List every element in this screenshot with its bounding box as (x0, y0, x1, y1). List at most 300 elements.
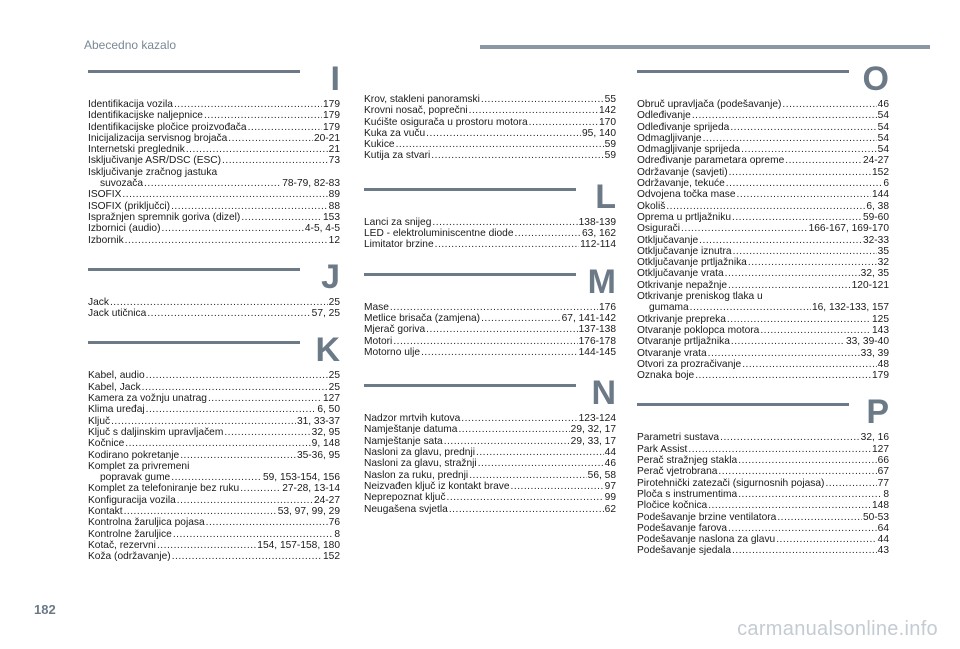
entry-name: Krov, stakleni panoramski (364, 94, 480, 105)
entry-pages: 179 (323, 110, 340, 122)
index-entry[interactable] (364, 504, 616, 515)
index-entry[interactable] (88, 427, 340, 438)
dot-leader (124, 506, 277, 517)
index-entry[interactable] (637, 444, 889, 455)
index-entry[interactable] (88, 155, 340, 166)
entry-pages: 176-178 (578, 335, 616, 347)
dot-leader (125, 235, 328, 246)
dot-leader (393, 336, 577, 347)
index-section-m (364, 262, 616, 358)
entry-name: Otvaranje vrata (637, 347, 707, 359)
entry-name: Određivanje parametara opreme (637, 155, 785, 167)
index-entry[interactable] (88, 461, 340, 472)
entry-name: Krovni nosač, poprečni (364, 105, 468, 117)
entry-name: Namještanje sata (364, 435, 443, 447)
index-entry[interactable] (637, 455, 889, 466)
entry-name: Otključavanje iznutra (637, 245, 732, 257)
entry-pages: 166-167, 169-170 (808, 223, 889, 235)
entry-pages: 44 (877, 534, 889, 546)
dot-leader (732, 545, 877, 556)
entry-name: Koža (održavanje) (88, 551, 171, 563)
index-entry[interactable] (364, 424, 616, 435)
index-entry[interactable] (88, 393, 340, 404)
section-divider (637, 70, 849, 73)
entry-name: Oprema u prtljažniku (637, 211, 731, 223)
dot-leader (699, 235, 862, 246)
index-entry[interactable] (637, 534, 889, 545)
section-divider (637, 403, 849, 406)
index-column-1 (88, 60, 340, 563)
entry-pages: 153 (323, 211, 340, 223)
entry-pages: 63, 162 (582, 228, 616, 240)
index-entry[interactable] (88, 212, 340, 223)
dot-leader (171, 472, 262, 483)
index-entry[interactable] (637, 268, 889, 279)
dot-leader (511, 481, 604, 492)
dot-leader (730, 122, 876, 133)
section-letter: K (315, 331, 340, 370)
index-entry[interactable] (637, 167, 889, 178)
dot-leader (435, 239, 579, 250)
entry-name: Jack (88, 296, 109, 308)
index-section-o (637, 60, 889, 382)
entry-pages: 56, 58 (587, 469, 616, 481)
entry-pages: 54 (877, 132, 889, 144)
entry-name: Kotač, rezervni (88, 539, 156, 551)
entry-pages: 35-36, 95 (296, 449, 340, 461)
entry-pages: 88 (328, 200, 340, 212)
entry-name: Podešavanje brzine ventilatora (637, 511, 777, 523)
dot-leader (206, 517, 328, 528)
index-entry[interactable] (364, 94, 616, 105)
entry-pages: 73 (328, 155, 340, 167)
index-entry[interactable] (88, 110, 340, 121)
entry-name: Odleđivanje sprijeda (637, 121, 730, 133)
index-entry[interactable] (637, 280, 889, 291)
index-entry[interactable] (88, 450, 340, 461)
dot-leader (426, 324, 577, 335)
entry-pages: 125 (872, 313, 889, 325)
index-entry[interactable] (637, 144, 889, 155)
entry-name: Neizvađen ključ iz kontakt brave (364, 480, 510, 492)
entry-pages: 77 (877, 477, 889, 489)
entry-pages: 8 (883, 488, 889, 500)
entry-name: Konfiguracija vozila (88, 494, 176, 506)
entry-list (88, 370, 340, 562)
index-entry[interactable] (88, 506, 340, 517)
index-entry[interactable] (364, 313, 616, 324)
dot-leader (748, 257, 877, 268)
entry-name: Nadzor mrtvih kutova (364, 413, 461, 425)
entry-name: Jack utičnica (88, 308, 147, 320)
entry-pages: 20-21 (313, 132, 340, 144)
dot-leader (458, 424, 569, 435)
entry-name: ISOFIX (88, 189, 122, 201)
entry-pages: 24-27 (313, 494, 340, 506)
index-entry[interactable] (637, 545, 889, 556)
entry-name: Otključavanje (637, 234, 699, 246)
index-entry[interactable] (364, 128, 616, 139)
entry-pages: 152 (872, 166, 889, 178)
dot-leader (718, 466, 876, 477)
index-entry[interactable] (364, 447, 616, 458)
section-heading (637, 60, 889, 108)
dot-leader (469, 105, 598, 116)
entry-name: Kuka za vuču (364, 127, 426, 139)
entry-pages: 33, 39 (860, 347, 889, 359)
index-section-n (364, 374, 616, 515)
index-entry[interactable] (364, 324, 616, 335)
index-entry[interactable] (88, 201, 340, 212)
dot-leader (785, 155, 862, 166)
entry-name: Otvaranje poklopca motora (637, 324, 760, 336)
entry-pages: 144-145 (578, 346, 616, 358)
index-entry[interactable] (88, 382, 340, 393)
entry-name: Izbornik (88, 234, 124, 246)
entry-pages: 148 (872, 500, 889, 512)
entry-name: Motorno ulje (364, 346, 421, 358)
dot-leader (228, 133, 313, 144)
entry-name: Parametri sustava (637, 432, 720, 444)
section-heading (364, 177, 616, 226)
header-bar (480, 45, 930, 49)
index-entry[interactable] (637, 336, 889, 347)
entry-name: Ključ (88, 415, 111, 427)
entry-pages: 4-5, 4-5 (304, 223, 340, 235)
entry-pages: 179 (323, 99, 340, 110)
index-entry[interactable] (637, 291, 889, 302)
index-entry[interactable] (364, 436, 616, 447)
dot-leader (738, 455, 876, 466)
index-entry[interactable] (88, 529, 340, 540)
index-entry[interactable] (364, 336, 616, 347)
index-entry[interactable] (88, 540, 340, 551)
entry-pages: 32, 35 (860, 268, 889, 280)
index-entry[interactable] (637, 348, 889, 359)
entry-name: Ispražnjen spremnik goriva (dizel) (88, 211, 241, 223)
index-entry[interactable] (88, 472, 340, 483)
entry-name: Metlice brisača (zamjena) (364, 312, 481, 324)
index-entry[interactable] (88, 223, 340, 234)
index-entry[interactable] (637, 223, 889, 234)
entry-pages: 21 (328, 144, 340, 156)
entry-name: Odleđivanje (637, 110, 691, 122)
index-entry[interactable] (637, 314, 889, 325)
index-entry[interactable] (637, 122, 889, 133)
index-entry[interactable] (88, 189, 340, 200)
dot-leader (173, 529, 334, 540)
entry-pages: 138-139 (578, 216, 616, 228)
index-entry[interactable] (637, 370, 889, 381)
index-entry[interactable] (637, 257, 889, 268)
entry-pages: 48 (877, 358, 889, 370)
entry-pages: 123-124 (578, 413, 616, 425)
entry-name: Podešavanje farova (637, 522, 728, 534)
index-entry[interactable] (364, 105, 616, 116)
dot-leader (729, 167, 871, 178)
index-entry[interactable] (88, 133, 340, 144)
index-entry[interactable] (88, 308, 340, 319)
entry-name: Klima uređaj (88, 404, 145, 416)
entry-pages: 32, 16 (860, 432, 889, 444)
index-entry[interactable] (88, 235, 340, 246)
dot-leader (738, 489, 882, 500)
dot-leader (690, 302, 811, 313)
entry-name: Odmagljivanje sprijeda (637, 144, 741, 156)
entry-pages: 9, 148 (311, 438, 340, 450)
entry-name: Otključavanje prtljažnika (637, 257, 747, 269)
index-entry[interactable] (88, 144, 340, 155)
entry-pages: 44 (604, 447, 616, 459)
dot-leader (478, 458, 604, 469)
index-entry[interactable] (637, 178, 889, 189)
index-column-2 (364, 94, 616, 515)
section-divider (364, 273, 576, 276)
entry-name: Kontrolne žaruljice (88, 528, 172, 540)
dot-leader (426, 128, 581, 139)
index-entry[interactable] (637, 133, 889, 144)
entry-name: Park Assist (637, 443, 688, 455)
entry-list (637, 432, 889, 556)
dot-leader (222, 155, 328, 166)
dot-leader (186, 144, 328, 155)
entry-name: Kabel, audio (88, 370, 145, 382)
entry-name: Perač stražnjeg stakla (637, 455, 738, 467)
index-entry[interactable] (637, 235, 889, 246)
entry-pages: 29, 33, 17 (570, 435, 616, 447)
index-entry[interactable] (88, 122, 340, 133)
section-divider (88, 268, 300, 271)
dot-leader (728, 523, 877, 534)
entry-name: Kamera za vožnju unatrag (88, 393, 207, 405)
dot-leader (248, 122, 322, 133)
entry-pages: 32-33 (862, 234, 889, 246)
dot-leader (726, 178, 883, 189)
entry-pages: 25 (328, 370, 340, 382)
dot-leader (125, 438, 310, 449)
index-entry[interactable] (364, 458, 616, 469)
index-entry[interactable] (637, 212, 889, 223)
entry-pages: 50-53 (862, 511, 889, 523)
dot-leader (692, 110, 877, 121)
entry-name: Limitator brzine (364, 239, 434, 251)
index-entry[interactable] (364, 239, 616, 250)
entry-name: Perač vjetrobrana (637, 466, 718, 478)
dot-leader (161, 223, 303, 234)
index-entry[interactable] (637, 512, 889, 523)
index-entry[interactable] (637, 155, 889, 166)
index-entry[interactable] (637, 359, 889, 370)
dot-leader (731, 336, 845, 347)
entry-pages: 176 (599, 301, 616, 313)
index-entry[interactable] (88, 551, 340, 562)
dot-leader (688, 444, 871, 455)
index-entry[interactable] (637, 110, 889, 121)
dot-leader (703, 133, 877, 144)
section-divider (364, 384, 576, 387)
index-entry[interactable] (637, 523, 889, 534)
entry-pages: 64 (877, 522, 889, 534)
entry-name: Pločice kočnica (637, 500, 708, 512)
section-heading (364, 262, 616, 311)
dot-leader (481, 94, 604, 105)
entry-pages: 99 (604, 492, 616, 504)
dot-leader (177, 495, 313, 506)
dot-leader (146, 404, 317, 415)
entry-pages: 78-79, 82-83 (282, 178, 340, 190)
entry-pages: 6 (883, 178, 889, 190)
index-entry[interactable] (364, 150, 616, 161)
entry-pages: 46 (604, 458, 616, 470)
index-entry[interactable] (88, 438, 340, 449)
entry-name: Ključ s daljinskim upravljačem (88, 426, 224, 438)
entry-name: Oznaka boje (637, 370, 695, 382)
index-entry[interactable] (364, 347, 616, 358)
entry-name: Otvaranje prtljažnika (637, 336, 730, 348)
entry-name: Odmagljivanje (637, 132, 702, 144)
index-entry[interactable] (88, 178, 340, 189)
page-header-title: Abecedno kazalo (84, 38, 177, 52)
entry-pages: 144 (872, 189, 889, 201)
dot-leader (204, 110, 322, 121)
entry-name: popravak gume (100, 472, 171, 484)
index-entry[interactable] (364, 470, 616, 481)
entry-name: Kodirano pokretanje (88, 449, 180, 461)
entry-pages: 67 (877, 466, 889, 478)
section-letter: L (595, 177, 616, 216)
dot-leader (728, 280, 851, 291)
index-entry[interactable] (637, 478, 889, 489)
index-entry[interactable] (637, 246, 889, 257)
entry-name: gumama (649, 302, 689, 314)
dot-leader (737, 189, 871, 200)
index-entry[interactable] (364, 117, 616, 128)
entry-pages: 16, 132-133, 157 (811, 302, 889, 314)
entry-name: Isključivanje zračnog jastuka (88, 166, 218, 178)
index-entry[interactable] (364, 492, 616, 503)
index-entry[interactable] (88, 517, 340, 528)
dot-leader (171, 201, 328, 212)
dot-leader (481, 313, 561, 324)
dot-leader (240, 483, 281, 494)
entry-name: Otkrivanje prepreka (637, 313, 726, 325)
entry-pages: 154, 157-158, 180 (257, 539, 340, 551)
entry-pages: 95, 140 (582, 127, 616, 139)
watermark-text: carmanualsonline.info (737, 618, 938, 640)
index-entry[interactable] (637, 189, 889, 200)
entry-list (637, 99, 889, 381)
entry-name: Održavanje (savjeti) (637, 166, 728, 178)
entry-pages: 59, 153-154, 156 (262, 472, 340, 484)
index-entry[interactable] (637, 489, 889, 500)
entry-name: Kontakt (88, 506, 123, 518)
dot-leader (469, 470, 586, 481)
dot-leader (241, 212, 322, 223)
entry-pages: 67, 141-142 (561, 312, 616, 324)
entry-pages: 32, 95 (311, 426, 340, 438)
index-entry[interactable] (637, 325, 889, 336)
entry-pages: 33, 39-40 (845, 336, 889, 348)
entry-pages: 62 (604, 503, 616, 515)
index-entry[interactable] (88, 416, 340, 427)
index-entry[interactable] (88, 404, 340, 415)
section-letter: J (321, 257, 340, 296)
entry-pages: 89 (328, 189, 340, 201)
dot-leader (224, 427, 310, 438)
dot-leader (681, 223, 808, 234)
section-heading (88, 60, 340, 108)
index-entry[interactable] (88, 495, 340, 506)
section-letter: N (591, 374, 616, 413)
entry-name: Pirotehnički zatezači (sigurnosnih pojasa) (637, 477, 825, 489)
entry-pages: 76 (328, 517, 340, 529)
entry-pages: 142 (599, 105, 616, 117)
entry-name: Podešavanje naslona za glavu (637, 534, 776, 546)
entry-name: Lanci za snijeg (364, 216, 432, 228)
index-entry[interactable] (88, 167, 340, 178)
entry-name: Neugašena svjetla (364, 503, 448, 515)
dot-leader (727, 314, 871, 325)
dot-leader (157, 540, 256, 551)
entry-pages: 127 (872, 443, 889, 455)
entry-name: Otkrivanje nepažnje (637, 279, 728, 291)
index-entry[interactable] (364, 139, 616, 150)
dot-leader (825, 478, 876, 489)
index-entry[interactable] (88, 483, 340, 494)
entry-pages: 24-27 (862, 155, 889, 167)
index-entry[interactable] (637, 302, 889, 313)
entry-pages: 120-121 (851, 279, 889, 291)
index-entry[interactable] (364, 481, 616, 492)
index-entry[interactable] (364, 228, 616, 239)
dot-leader (449, 504, 604, 515)
entry-pages: 170 (599, 116, 616, 128)
index-entry[interactable] (637, 500, 889, 511)
dot-leader (111, 416, 296, 427)
entry-name: Kućište osigurača u prostoru motora (364, 116, 528, 128)
entry-pages: 25 (328, 381, 340, 393)
entry-pages: 57, 25 (311, 308, 340, 320)
entry-name: Komplet za privremeni (88, 460, 190, 472)
index-entry[interactable] (637, 201, 889, 212)
entry-pages: 8 (334, 528, 340, 540)
entry-name: Održavanje, tekuće (637, 178, 725, 190)
entry-name: Identifikacijske pločice proizvođača (88, 121, 247, 133)
dot-leader (742, 359, 876, 370)
entry-name: ISOFIX (priključci) (88, 200, 171, 212)
section-letter: I (330, 60, 340, 98)
entry-list (364, 413, 616, 515)
entry-pages: 59-60 (862, 211, 889, 223)
entry-pages: 46 (877, 99, 889, 110)
entry-pages: 27-28, 13-14 (282, 483, 340, 495)
index-section-j (88, 257, 340, 320)
dot-leader (708, 500, 871, 511)
entry-name: Motori (364, 335, 393, 347)
dot-leader (122, 189, 327, 200)
entry-name: Okoliš (637, 200, 666, 212)
section-letter: M (587, 262, 616, 301)
entry-name: Neprepoznat ključ (364, 492, 446, 504)
dot-leader (776, 534, 876, 545)
entry-name: Kontrolna žaruljica pojasa (88, 517, 205, 529)
dot-leader (695, 370, 871, 381)
section-heading (637, 393, 889, 444)
index-entry[interactable] (637, 466, 889, 477)
entry-name: Inicijalizacija servisnog brojača (88, 132, 228, 144)
entry-name: Identifikacija vozila (88, 99, 173, 110)
dot-leader (725, 268, 860, 279)
